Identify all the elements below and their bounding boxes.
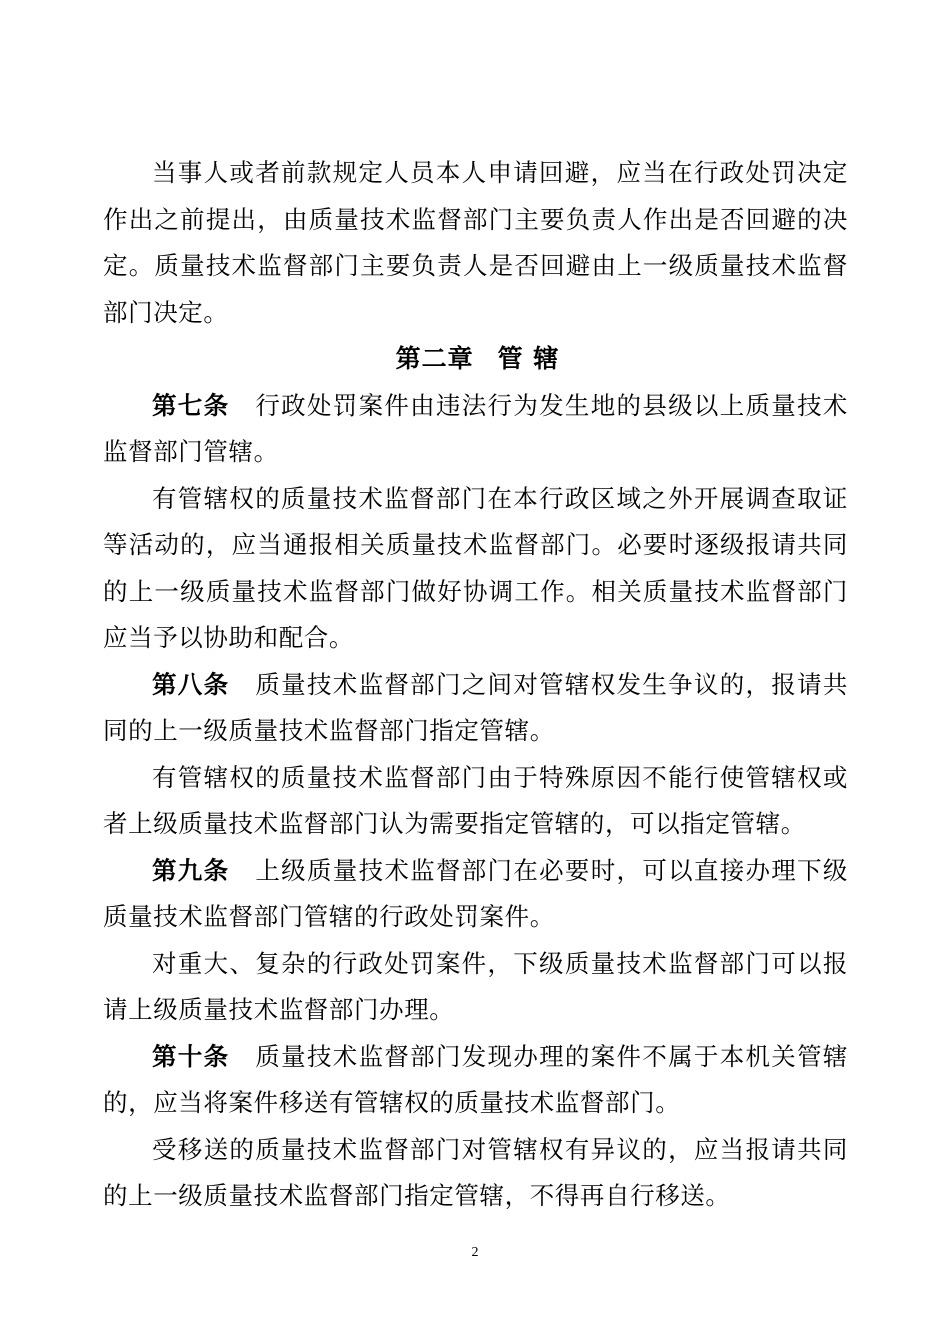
article-text: 质量技术监督部门之间对管辖权发生争议的，报请共同的上一级质量技术监督部门指定管辖。: [103, 669, 848, 745]
article-text: 质量技术监督部门发现办理的案件不属于本机关管辖的，应当将案件移送有管辖权的质量技术监督部门。: [103, 1041, 848, 1117]
article-text: 上级质量技术监督部门在必要时，可以直接办理下级质量技术监督部门管辖的行政处罚案件。: [103, 855, 848, 931]
document-body: [103, 150, 848, 1220]
article-7: [103, 383, 848, 476]
paragraph: 受移送的质量技术监督部门对管辖权有异议的，应当报请共同的上一级质量技术监督部门指定管辖，不得再自行移送。: [103, 1134, 848, 1210]
chapter-number: 第二章: [395, 344, 474, 373]
page-number: 2: [471, 1245, 479, 1260]
article-number: 第七条: [152, 390, 230, 420]
paragraph: 对重大、复杂的行政处罚案件，下级质量技术监督部门可以报请上级质量技术监督部门办理。: [103, 948, 848, 1024]
article-text: 行政处罚案件由违法行为发生地的县级以上质量技术监督部门管辖。: [103, 390, 848, 466]
paragraph: 当事人或者前款规定人员本人申请回避，应当在行政处罚决定作出之前提出，由质量技术监督部门主要负责人作出是否回避的决定。质量技术监督部门主要负责人是否回避由上一级质量技术监督部门决定。: [103, 158, 848, 327]
paragraph: 有管辖权的质量技术监督部门在本行政区域之外开展调查取证等活动的，应当通报相关质量技术监督部门。必要时逐级报请共同的上一级质量技术监督部门做好协调工作。相关质量技术监督部门应当予以协助和配合。: [103, 483, 848, 652]
article-10: [103, 1034, 848, 1127]
article-number: 第九条: [152, 855, 230, 885]
article-8: [103, 662, 848, 755]
article-number: 第十条: [152, 1041, 230, 1071]
article-number: 第八条: [152, 669, 230, 699]
paragraph: 有管辖权的质量技术监督部门由于特殊原因不能行使管辖权或者上级质量技术监督部门认为需要指定管辖的，可以指定管辖。: [103, 762, 848, 838]
article-9: [103, 848, 848, 941]
chapter-title: 管 辖: [497, 344, 560, 373]
chapter-heading: [103, 336, 848, 383]
